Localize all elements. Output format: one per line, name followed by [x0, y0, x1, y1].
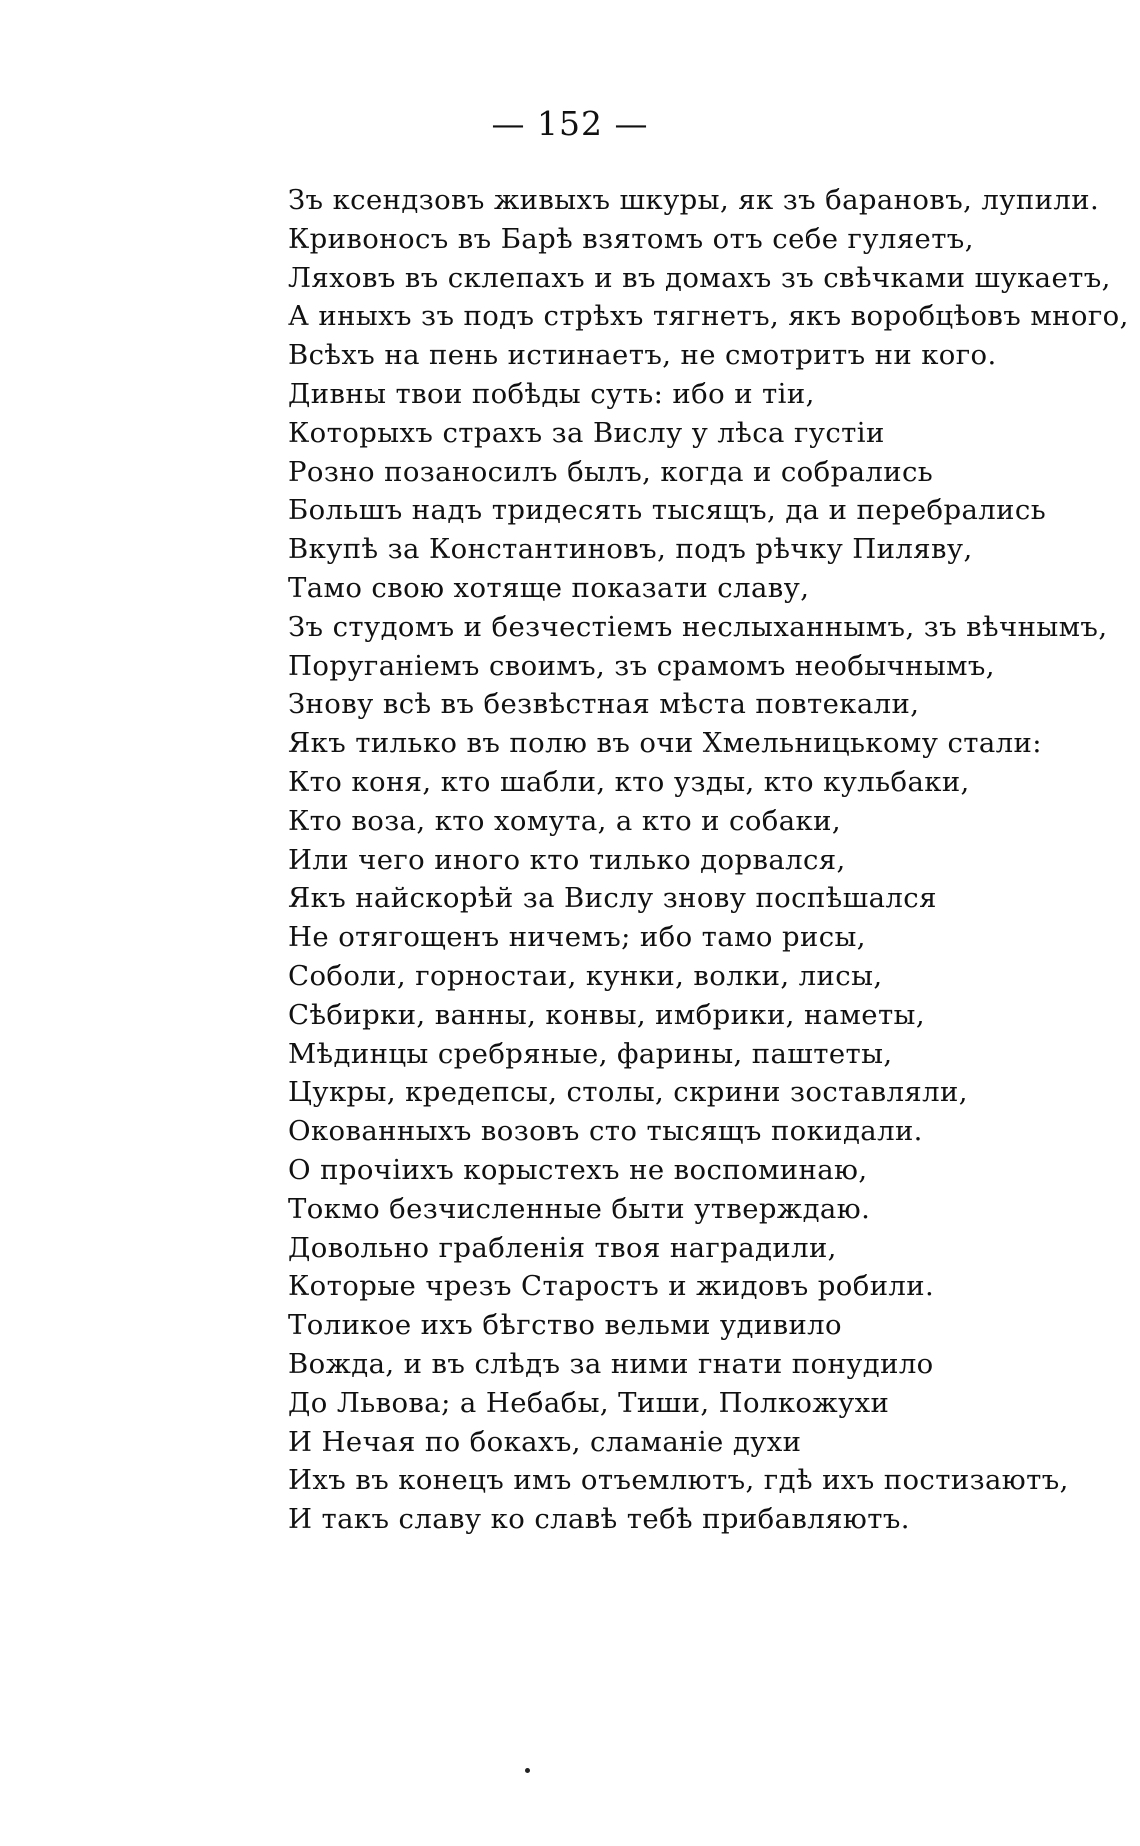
poem-text [288, 181, 1129, 1539]
ink-speck [525, 1768, 530, 1773]
poem-line: Большъ надъ тридесять тысящъ, да и перебрались [288, 494, 1047, 527]
poem-line: Токмо безчисленные быти утверждаю. [288, 1192, 871, 1225]
poem-line: Которыхъ страхъ за Вислу у лѣса густіи [288, 416, 885, 449]
poem-line: Кто воза, кто хомута, а кто и собаки, [288, 804, 842, 837]
poem-line: Соболи, горностаи, кунки, волки, лисы, [288, 959, 883, 992]
poem-line: До Львова; а Небабы, Тиши, Полкожухи [288, 1386, 890, 1419]
poem-line: Кривоносъ въ Барѣ взятомъ отъ себе гуляетъ, [288, 222, 974, 255]
poem-line: Якъ тилько въ полю въ очи Хмельницькому стали: [288, 727, 1042, 760]
poem-line: Якъ найскорѣй за Вислу знову поспѣшался [288, 882, 937, 915]
poem-line: Мѣдинцы сребряные, фарины, паштеты, [288, 1037, 893, 1070]
poem-line: Поруганіемъ своимъ, зъ срамомъ необычнымъ, [288, 649, 995, 682]
poem-line: Знову всѣ въ безвѣстная мѣста повтекали, [288, 688, 920, 721]
poem-line: Дивны твои побѣды суть: ибо и тіи, [288, 377, 815, 410]
poem-line: Зъ студомъ и безчестіемъ неслыханнымъ, зъ вѣчнымъ, [288, 610, 1108, 643]
poem-line: И Нечая по бокахъ, сламаніе духи [288, 1425, 802, 1458]
poem-line: Толикое ихъ бѣгство вельми удивило [288, 1309, 843, 1342]
poem-line: Цукры, кредепсы, столы, скрини зоставляли, [288, 1076, 968, 1109]
poem-line: О прочіихъ корыстехъ не воспоминаю, [288, 1153, 868, 1186]
poem-line: Зъ ксендзовъ живыхъ шкуры, як зъ барановъ, лупили. [288, 184, 1100, 216]
poem-line: Кто коня, кто шабли, кто узды, кто кульбаки, [288, 765, 970, 798]
poem-line: Ихъ въ конецъ имъ отъемлютъ, гдѣ ихъ постизаютъ, [288, 1464, 1069, 1497]
poem-line: Вкупѣ за Константиновъ, подъ рѣчку Пиляву, [288, 533, 973, 566]
poem-line: Довольно грабленія твоя наградили, [288, 1231, 837, 1264]
poem-line: Всѣхъ на пень истинаетъ, не смотритъ ни кого. [288, 339, 997, 372]
page-number: — 152 — [491, 104, 649, 143]
poem-line: Окованныхъ возовъ сто тысящъ покидали. [288, 1115, 923, 1148]
poem-line: Вожда, и въ слѣдъ за ними гнати понудило [288, 1347, 934, 1380]
poem-line: Или чего иного кто тилько дорвался, [288, 843, 846, 876]
poem-line: Ляховъ въ склепахъ и въ домахъ зъ свѣчками шукаетъ, [288, 261, 1111, 294]
poem-line: Сѣбирки, ванны, конвы, имбрики, наметы, [288, 998, 925, 1031]
poem-line: Которые чрезъ Старостъ и жидовъ робили. [288, 1270, 935, 1303]
poem-line: Розно позаносилъ былъ, когда и собрались [288, 455, 934, 488]
poem-line: Не отягощенъ ничемъ; ибо тамо рисы, [288, 921, 866, 954]
poem-line: Тамо свою хотяще показати славу, [288, 571, 810, 604]
poem-line: И такъ славу ко славѣ тебѣ прибавляютъ. [288, 1503, 910, 1536]
poem-line: А иныхъ зъ подъ стрѣхъ тягнетъ, якъ воробцѣовъ много, [288, 300, 1129, 333]
